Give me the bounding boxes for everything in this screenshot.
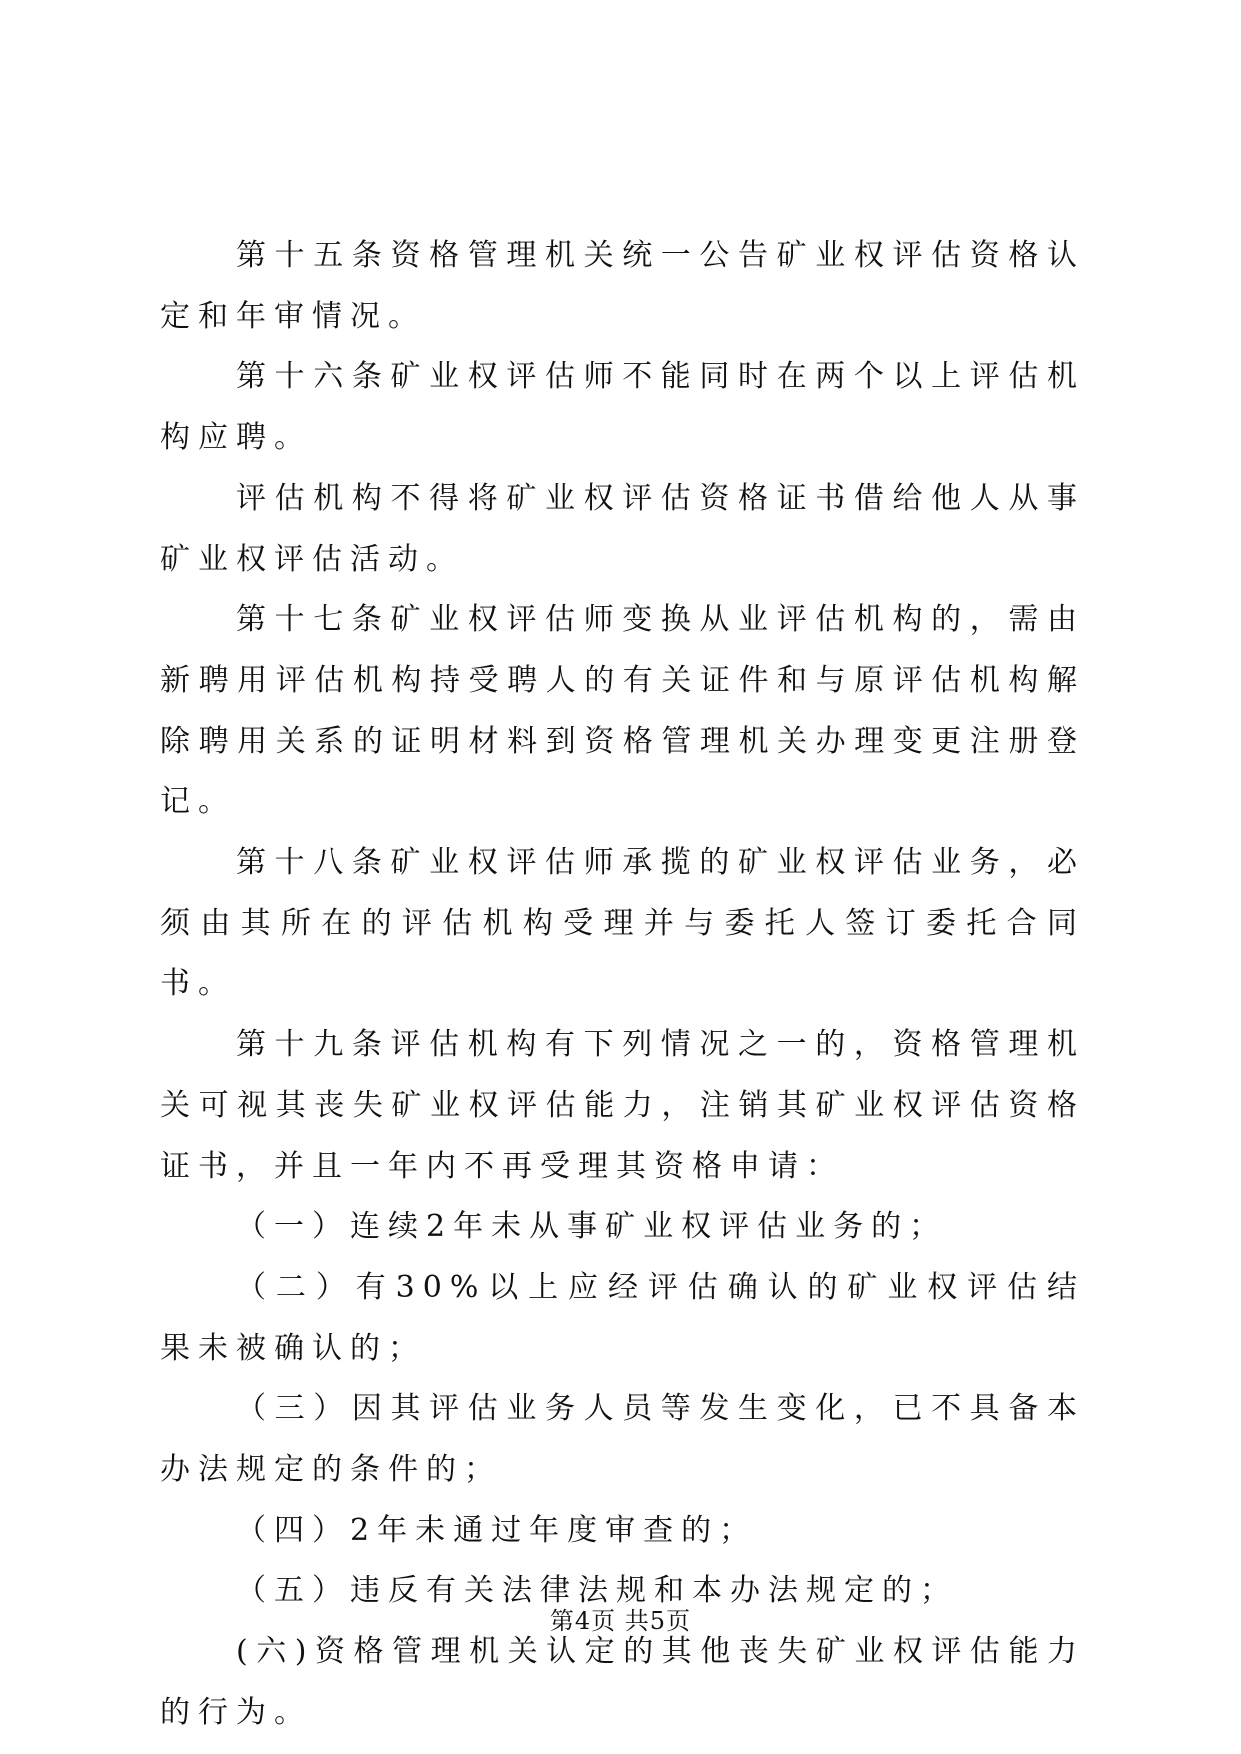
list-item-4: （四）2年未通过年度审查的；: [236, 1512, 758, 1548]
paragraph-article-16-clause: 评估机构不得将矿业权评估资格证书借给他人从事矿业权评估活动。: [160, 480, 1085, 577]
paragraph-article-18: 第十八条矿业权评估师承揽的矿业权评估业务，必须由其所在的评估机构受理并与委托人签订委托合同书。: [160, 845, 1085, 1002]
list-item-2: （二）有30%以上应经评估确认的矿业权评估结果未被确认的；: [160, 1269, 1085, 1366]
paragraph-article-17: 第十七条矿业权评估师变换从业评估机构的，需由新聘用评估机构持受聘人的有关证件和与原评估机构解除聘用关系的证明材料到资格管理机关办理变更注册登记。: [160, 602, 1085, 820]
list-item-3: （三）因其评估业务人员等发生变化，已不具备本办法规定的条件的；: [160, 1391, 1085, 1488]
paragraph-article-16: 第十六条矿业权评估师不能同时在两个以上评估机构应聘。: [160, 359, 1085, 456]
list-item-6: (六)资格管理机关认定的其他丧失矿业权评估能力的行为。: [160, 1634, 1085, 1730]
paragraph-article-19: 第十九条评估机构有下列情况之一的，资格管理机关可视其丧失矿业权评估能力，注销其矿业权评估资格证书，并且一年内不再受理其资格申请：: [160, 1027, 1085, 1184]
list-item-5: （五）违反有关法律法规和本办法规定的；: [236, 1573, 958, 1609]
document-body: [160, 226, 1085, 1744]
page-number-footer: 第4页 共5页: [549, 1607, 692, 1635]
list-item-1: （一）连续2年未从事矿业权评估业务的；: [236, 1209, 948, 1245]
paragraph-article-15: 第十五条资格管理机关统一公告矿业权评估资格认定和年审情况。: [160, 238, 1085, 334]
